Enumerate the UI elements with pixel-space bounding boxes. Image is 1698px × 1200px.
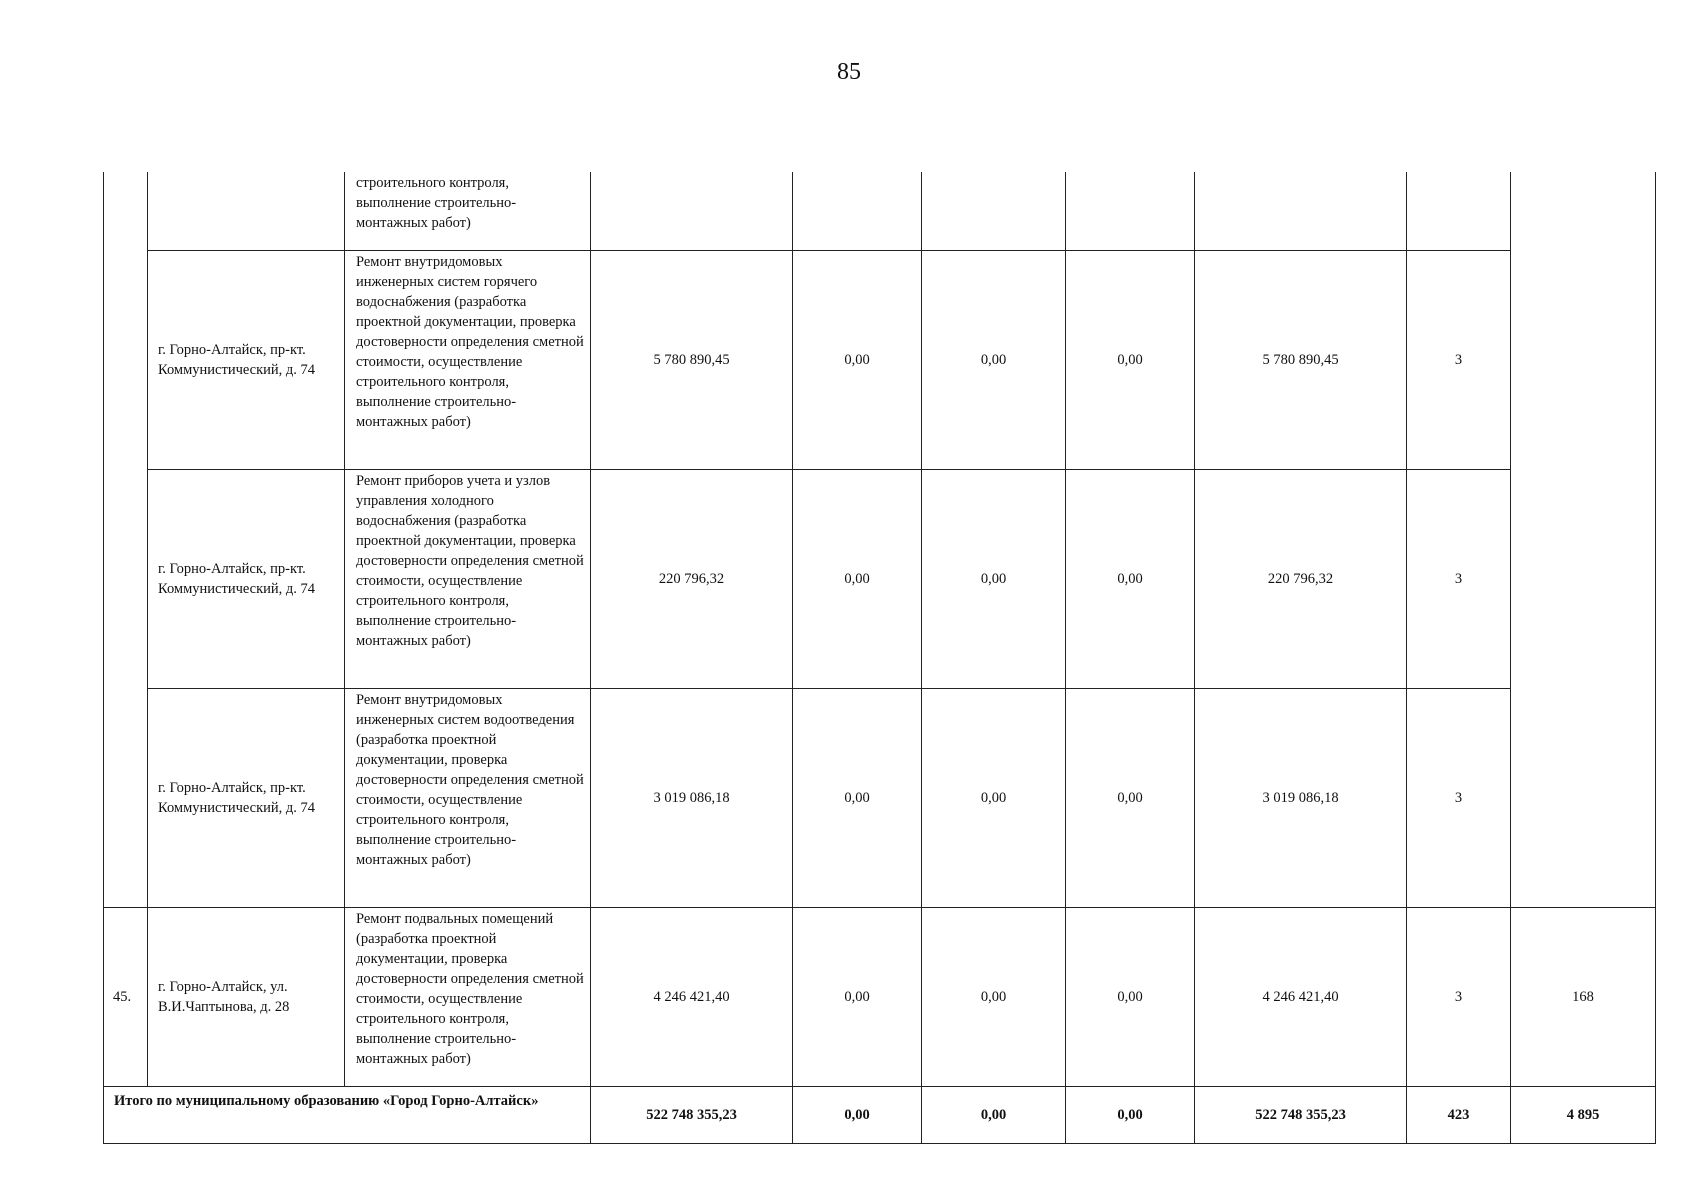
value-cell: 0,00	[1066, 688, 1195, 907]
work-description-cell: строительного контроля, выполнение строительно-монтажных работ)	[345, 172, 591, 250]
value-cell: 0,00	[922, 688, 1066, 907]
cost-cell: 4 246 421,40	[591, 907, 793, 1086]
total-value-cell: 0,00	[922, 1086, 1066, 1143]
number-cell-continued	[104, 172, 148, 907]
total-value-cell: 0,00	[793, 1086, 922, 1143]
table-row	[104, 250, 1656, 469]
value-cell: 3 019 086,18	[1195, 688, 1407, 907]
value-cell: 0,00	[793, 469, 922, 688]
value-cell	[1195, 172, 1407, 250]
work-description-cell: Ремонт подвальных помещений (разработка проектной документации, проверка достоверности определения сметной стоимости, осуществление строительного контроля, выполнение строительно-монтажных работ)	[345, 907, 591, 1086]
value-cell	[1066, 172, 1195, 250]
year-cell: 3	[1407, 469, 1511, 688]
table-row	[104, 172, 1656, 250]
value-cell: 0,00	[793, 250, 922, 469]
value-cell: 0,00	[922, 907, 1066, 1086]
table-row	[104, 688, 1656, 907]
cost-cell: 5 780 890,45	[591, 250, 793, 469]
value-cell: 220 796,32	[1195, 469, 1407, 688]
address-cell	[148, 172, 345, 250]
row-number-cell: 45.	[104, 907, 148, 1086]
value-cell: 0,00	[922, 250, 1066, 469]
total-year-cell: 423	[1407, 1086, 1511, 1143]
address-cell: г. Горно-Алтайск, пр-кт. Коммунистический, д. 74	[148, 469, 345, 688]
value-cell: 4 246 421,40	[1195, 907, 1407, 1086]
year-cell	[1407, 172, 1511, 250]
cost-cell	[591, 172, 793, 250]
total-value-cell: 522 748 355,23	[1195, 1086, 1407, 1143]
year-cell: 3	[1407, 688, 1511, 907]
work-description-cell: Ремонт внутридомовых инженерных систем водоотведения (разработка проектной документации, проверка достоверности определения сметной стоимости, осуществление строительного контроля, выполнение строительно-монтажных работ)	[345, 688, 591, 907]
value-cell: 5 780 890,45	[1195, 250, 1407, 469]
address-cell: г. Горно-Алтайск, пр-кт. Коммунистический, д. 74	[148, 250, 345, 469]
work-description-cell: Ремонт внутридомовых инженерных систем горячего водоснабжения (разработка проектной документации, проверка достоверности определения сметной стоимости, осуществление строительного контроля, выполнение строительно-монтажных работ)	[345, 250, 591, 469]
total-flats-cell: 4 895	[1511, 1086, 1656, 1143]
value-cell	[793, 172, 922, 250]
address-cell: г. Горно-Алтайск, ул. В.И.Чаптынова, д. 28	[148, 907, 345, 1086]
cost-cell: 3 019 086,18	[591, 688, 793, 907]
value-cell: 0,00	[1066, 250, 1195, 469]
total-row	[104, 1086, 1656, 1143]
value-cell: 0,00	[1066, 469, 1195, 688]
year-cell: 3	[1407, 907, 1511, 1086]
total-cost-cell: 522 748 355,23	[591, 1086, 793, 1143]
flats-cell-continued	[1511, 172, 1656, 907]
cost-cell: 220 796,32	[591, 469, 793, 688]
table-row	[104, 907, 1656, 1086]
year-cell: 3	[1407, 250, 1511, 469]
value-cell: 0,00	[793, 907, 922, 1086]
flats-cell: 168	[1511, 907, 1656, 1086]
table-row	[104, 469, 1656, 688]
total-value-cell: 0,00	[1066, 1086, 1195, 1143]
value-cell	[922, 172, 1066, 250]
value-cell: 0,00	[1066, 907, 1195, 1086]
repair-program-table	[103, 172, 1656, 1144]
value-cell: 0,00	[922, 469, 1066, 688]
total-label: Итого по муниципальному образованию «Город Горно-Алтайск»	[104, 1086, 591, 1143]
value-cell: 0,00	[793, 688, 922, 907]
work-description-cell: Ремонт приборов учета и узлов управления холодного водоснабжения (разработка проектной документации, проверка достоверности определения сметной стоимости, осуществление строительного контроля, выполнение строительно-монтажных работ)	[345, 469, 591, 688]
address-cell: г. Горно-Алтайск, пр-кт. Коммунистический, д. 74	[148, 688, 345, 907]
page-number: 85	[837, 59, 861, 85]
